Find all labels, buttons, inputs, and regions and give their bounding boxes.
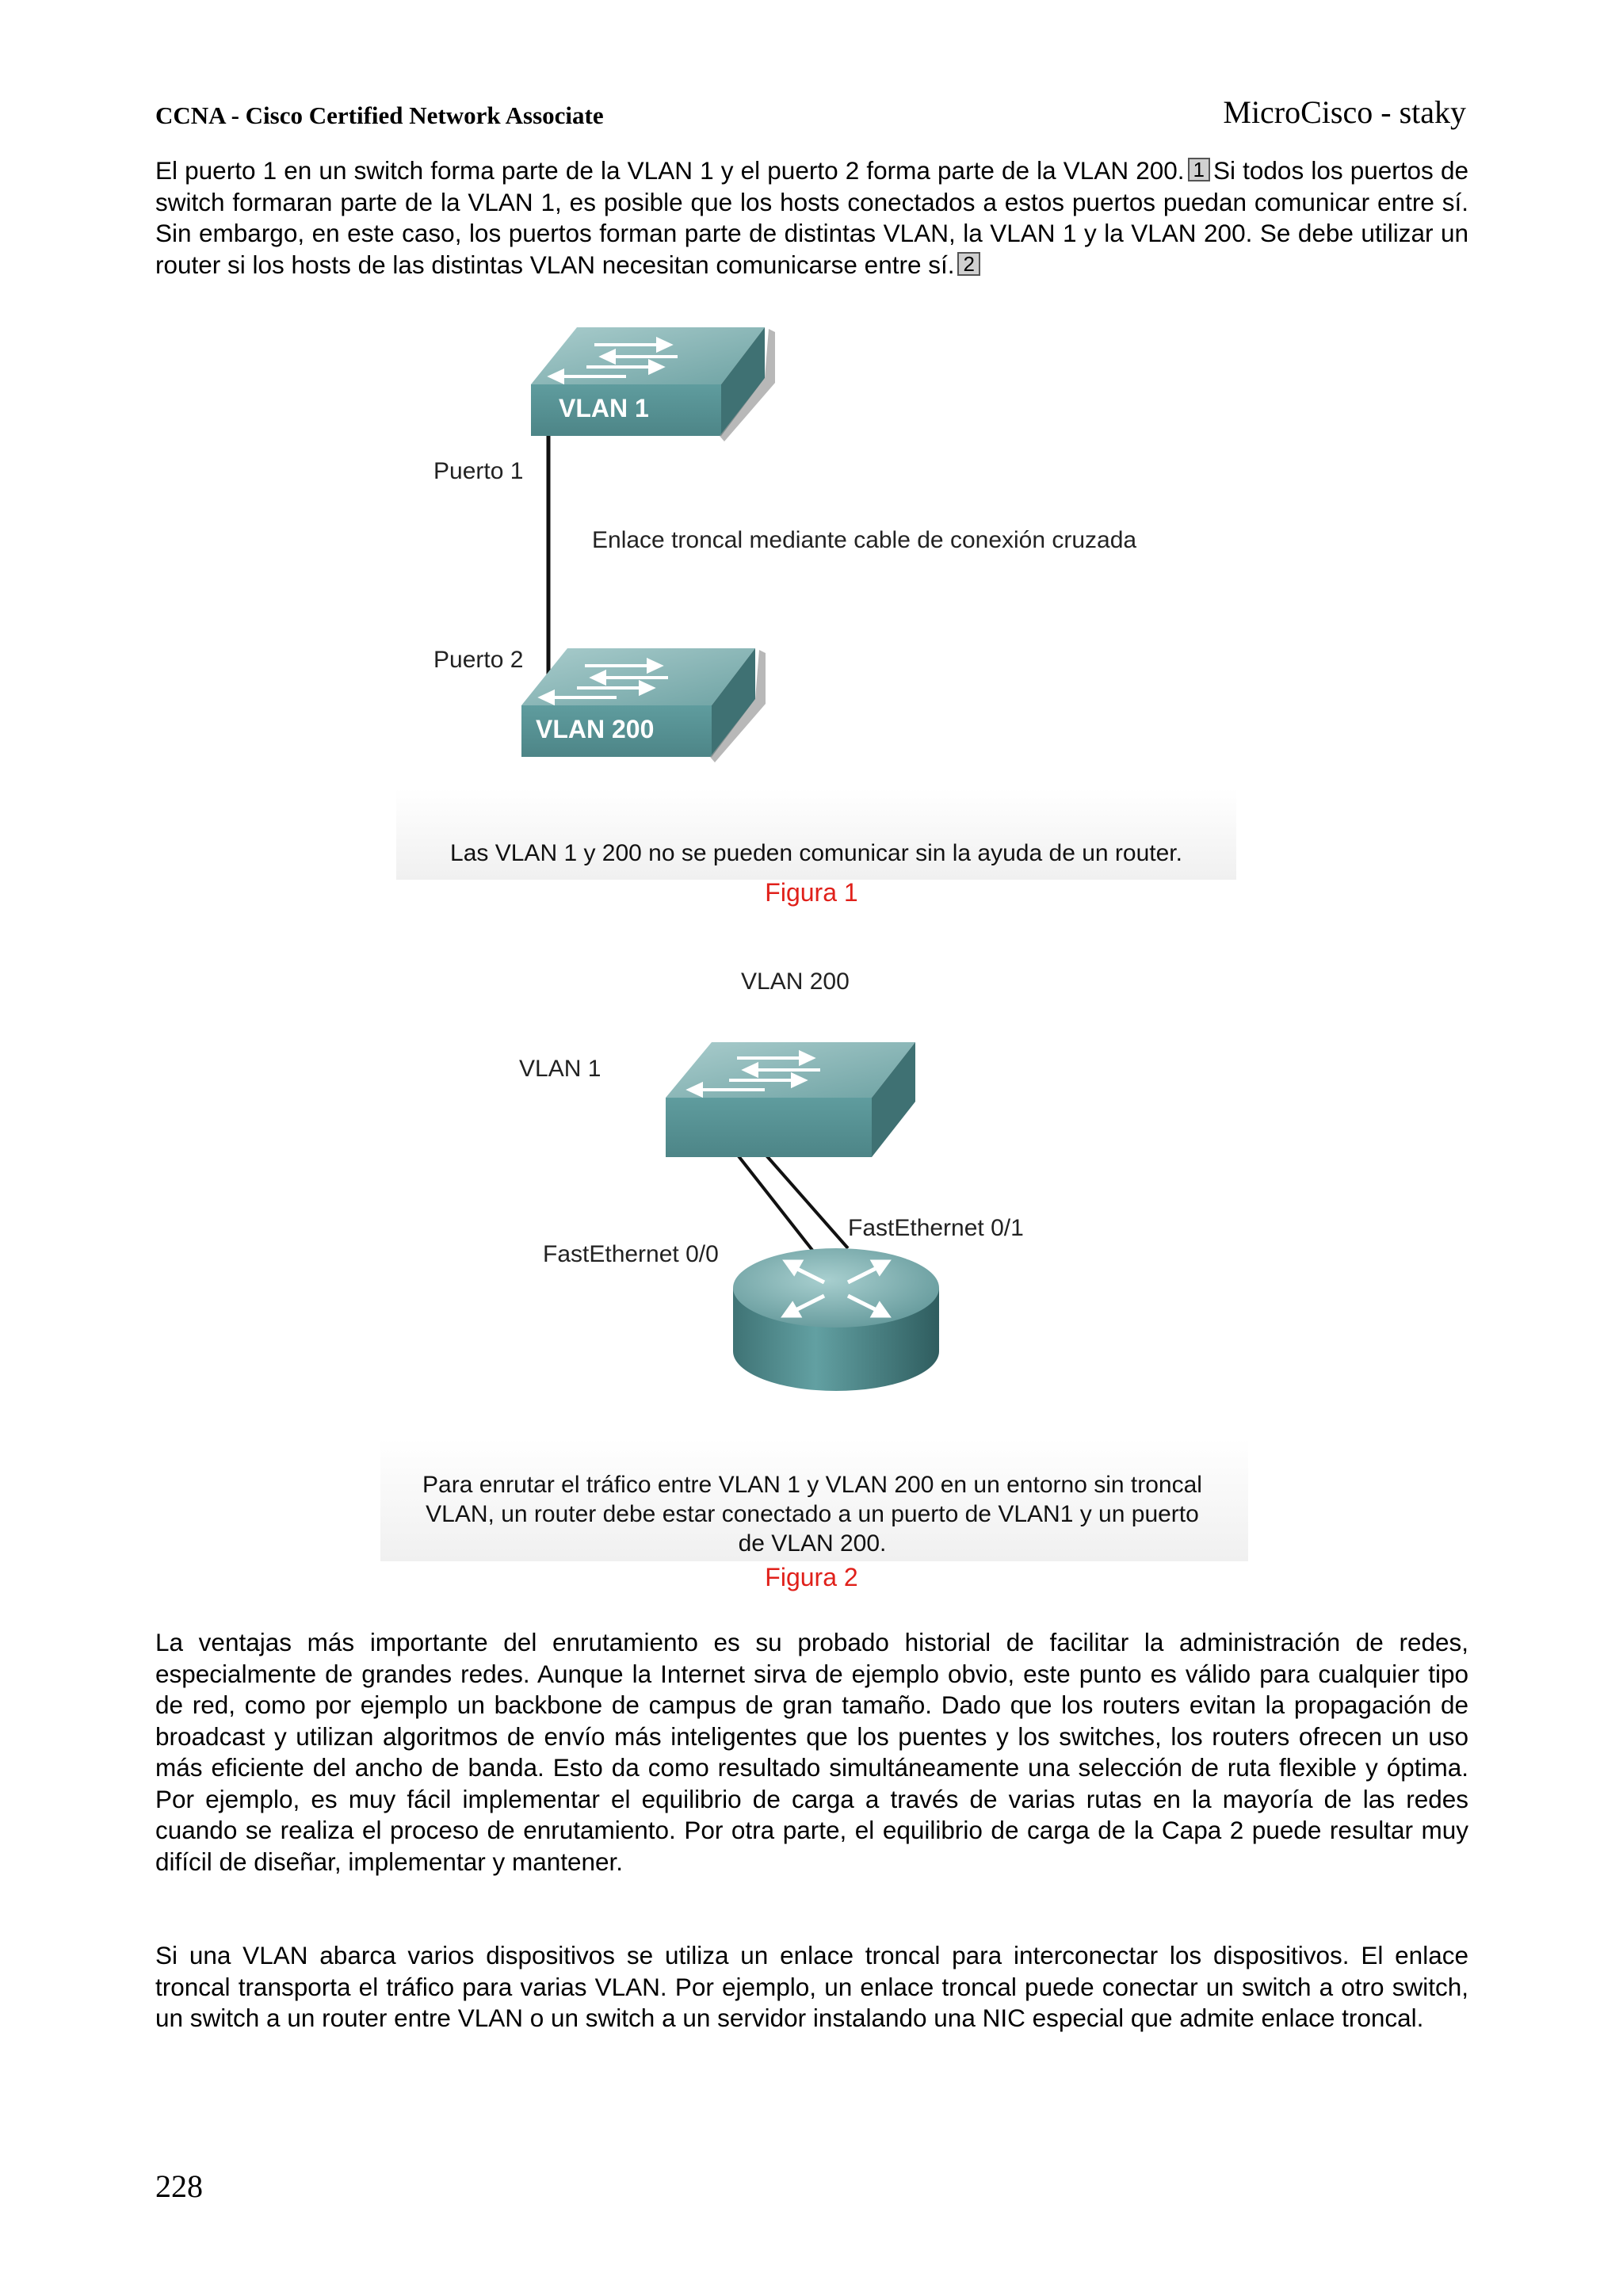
routing-advantages-paragraph: La ventajas más importante del enrutamiento es su probado historial de facilitar la administración de redes, especialmente de grandes redes. Aunque la Internet sirva de ejemplo obvio, este punto es válido para cualquier tipo de red, como por ejemplo un backbone de campus de gran tamaño. Dado que los routers evitan la propagación de broadcast y utilizan algoritmos de envío más inteligentes que los puentes y los switches, los routers ofrecen un uso más eficiente del ancho de banda. Esto da como resultado simultáneamente una selección de ruta flexible y óptima. Por ejemplo, es muy fácil implementar el equilibrio de carga a través de varias rutas en la mayoría de las redes cuando se realiza el proceso de enrutamiento. Por otra parte, el equilibrio de carga de la Capa 2 puede resultar muy difícil de diseñar, implementar y mantener. bbox=[155, 1628, 1468, 1876]
intro-paragraph bbox=[155, 155, 1468, 281]
switch-vlan200-icon bbox=[521, 648, 766, 762]
figure-2-caption bbox=[372, 1470, 1252, 1558]
port-2-label: Puerto 2 bbox=[433, 647, 524, 673]
vlan-200-label: VLAN 200 bbox=[741, 968, 850, 995]
trunk-link-label: Enlace troncal mediante cable de conexión cruzada bbox=[592, 527, 1137, 553]
figure-2-caption-line-1: Para enrutar el tráfico entre VLAN 1 y VLAN 200 en un entorno sin troncal bbox=[422, 1472, 1202, 1498]
intro-text-1: El puerto 1 en un switch forma parte de la VLAN 1 y el puerto 2 forma parte de la VLAN 200. bbox=[155, 156, 1185, 185]
switch-vlan1-label: VLAN 1 bbox=[559, 394, 649, 422]
fastethernet-0-1-label: FastEthernet 0/1 bbox=[848, 1215, 1024, 1241]
figure-2-caption-line-3: de VLAN 200. bbox=[738, 1530, 887, 1557]
figure-1-caption: Las VLAN 1 y 200 no se pueden comunicar sin la ayuda de un router. bbox=[450, 840, 1182, 866]
page-number: 228 bbox=[155, 2168, 203, 2204]
header-author: MicroCisco - staky bbox=[1223, 94, 1466, 130]
switch-icon bbox=[666, 1042, 915, 1157]
router-icon bbox=[733, 1248, 939, 1391]
figure-1-label: Figura 1 bbox=[765, 878, 858, 907]
fastethernet-0-0-label: FastEthernet 0/0 bbox=[543, 1241, 719, 1267]
figure-1-diagram bbox=[396, 313, 1236, 880]
intro-text-2: Si todos los puertos de switch formaran parte de la VLAN 1, es posible que los hosts conectados a estos puertos puedan comunicar entre sí. Sin embargo, en este caso, los puertos forman parte de distintas VLAN, la VLAN 1 y la VLAN 200. Se debe utilizar un router si los hosts de las distintas VLAN necesitan comunicarse entre sí. bbox=[155, 156, 1468, 279]
header-title: CCNA - Cisco Certified Network Associate bbox=[155, 101, 604, 129]
figure-2-reference[interactable]: 2 bbox=[957, 252, 980, 276]
switch-vlan200-label: VLAN 200 bbox=[536, 715, 655, 743]
switch-vlan1-icon bbox=[531, 327, 775, 441]
figure-2-caption-line-2: VLAN, un router debe estar conectado a un puerto de VLAN1 y un puerto bbox=[426, 1501, 1199, 1527]
trunk-link-paragraph: Si una VLAN abarca varios dispositivos se utiliza un enlace troncal para interconectar los dispositivos. El enlace troncal transporta el tráfico para varias VLAN. Por ejemplo, un enlace troncal puede conectar un switch a otro switch, un switch a un router entre VLAN o un switch a un servidor instalando una NIC especial que admite enlace troncal. bbox=[155, 1941, 1468, 2032]
figure-1-reference[interactable]: 1 bbox=[1188, 158, 1210, 181]
port-1-label: Puerto 1 bbox=[433, 458, 524, 484]
vlan-1-label: VLAN 1 bbox=[519, 1056, 601, 1082]
figure-2-label: Figura 2 bbox=[765, 1563, 858, 1591]
